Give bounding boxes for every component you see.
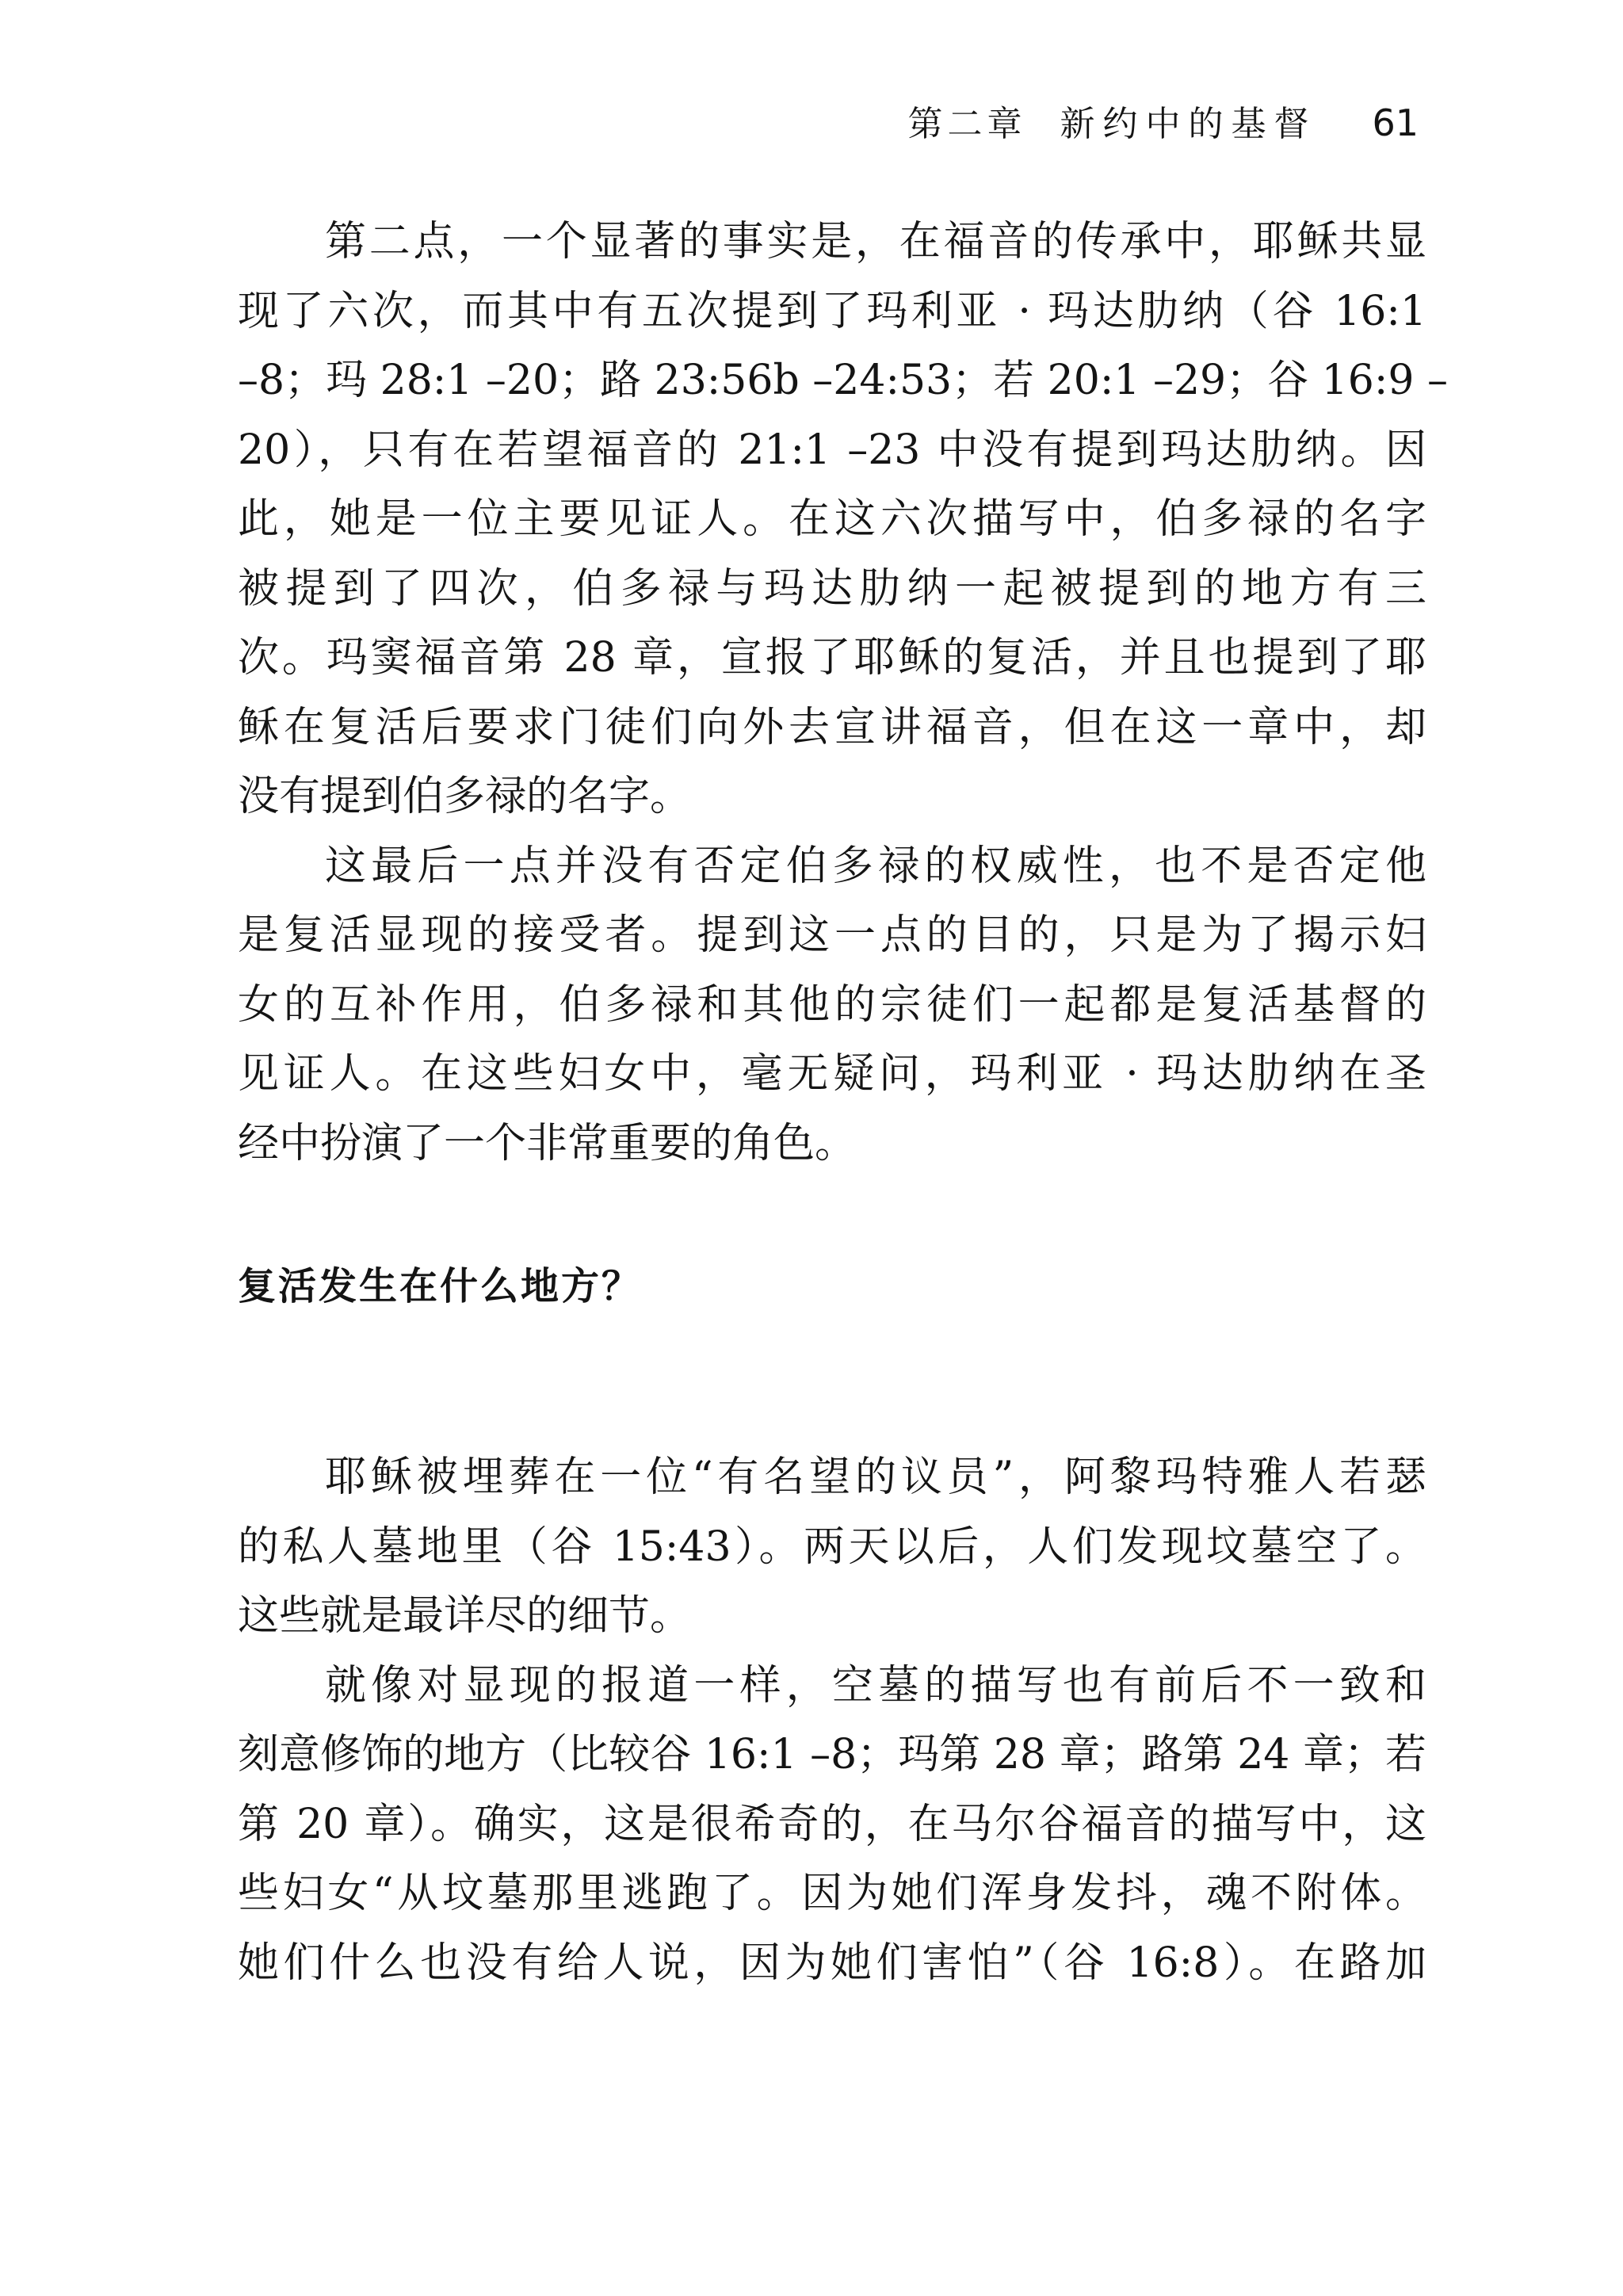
text-line: 女的互补作用，伯多禄和其他的宗徒们一起都是复活基督的 xyxy=(238,980,1426,1029)
text-line: 是复活显现的接受者。提到这一点的目的，只是为了揭示妇 xyxy=(238,911,1426,959)
body-text xyxy=(238,208,1448,1998)
text-line: 的私人墓地里（谷 15:43）。两天以后，人们发现坟墓空了。 xyxy=(238,1522,1426,1571)
page-number: 61 xyxy=(1372,101,1419,144)
text-line: 这最后一点并没有否定伯多禄的权威性，也不是否定他 xyxy=(325,842,1426,890)
paragraph-1 xyxy=(238,208,1448,832)
chapter-label: 第二章 xyxy=(907,104,1027,144)
text-line: 20），只有在若望福音的 21:1 –23 中没有提到玛达肋纳。因 xyxy=(238,426,1426,474)
section-heading: 复活发生在什么地方？ xyxy=(238,1264,643,1308)
chapter-title: 新约中的基督 xyxy=(1060,104,1317,144)
text-line: 此，她是一位主要见证人。在这六次描写中，伯多禄的名字 xyxy=(238,495,1426,543)
text-line: 刻意修饰的地方（比较谷 16:1 –8；玛第 28 章；路第 24 章；若 xyxy=(238,1731,1426,1778)
running-header xyxy=(896,95,1419,146)
text-line: 这些就是最详尽的细节。 xyxy=(238,1592,692,1640)
text-line: 见证人。在这些妇女中，毫无疑问，玛利亚 · 玛达肋纳在圣 xyxy=(238,1050,1426,1098)
text-line: 就像对显现的报道一样，空墓的描写也有前后不一致和 xyxy=(325,1661,1426,1710)
text-line: –8；玛 28:1 –20；路 23:56b –24:53；若 20:1 –29；谷 16:9 – xyxy=(238,357,1448,404)
spacer xyxy=(238,1179,1426,1255)
text-line: 第 20 章）。确实，这是很希奇的，在马尔谷福音的描写中，这 xyxy=(238,1800,1426,1848)
text-line: 次。玛窦福音第 28 章，宣报了耶稣的复活，并且也提到了耶 xyxy=(238,634,1426,682)
text-line: 她们什么也没有给人说，因为她们害怕”（谷 16:8）。在路加 xyxy=(238,1939,1426,1987)
paragraph-4 xyxy=(238,1652,1426,1999)
text-line: 稣在复活后要求门徒们向外去宣讲福音，但在这一章中，却 xyxy=(238,703,1426,751)
text-line: 些妇女“从坟墓那里逃跑了。因为她们浑身发抖，魂不附体。 xyxy=(238,1870,1426,1917)
text-line: 第二点，一个显著的事实是，在福音的传承中，耶稣共显 xyxy=(325,218,1426,266)
text-line: 被提到了四次，伯多禄与玛达肋纳一起被提到的地方有三 xyxy=(238,564,1426,613)
text-line: 耶稣被埋葬在一位“有名望的议员”，阿黎玛特雅人若瑟 xyxy=(325,1454,1426,1501)
text-line: 现了六次，而其中有五次提到了玛利亚 · 玛达肋纳（谷 16:1 xyxy=(238,287,1426,335)
paragraph-2 xyxy=(238,832,1426,1179)
paragraph-3 xyxy=(238,1443,1426,1652)
spacer xyxy=(238,1318,1426,1443)
text-line: 没有提到伯多禄的名字。 xyxy=(238,773,692,820)
text-line: 经中扮演了一个非常重要的角色。 xyxy=(238,1119,857,1167)
